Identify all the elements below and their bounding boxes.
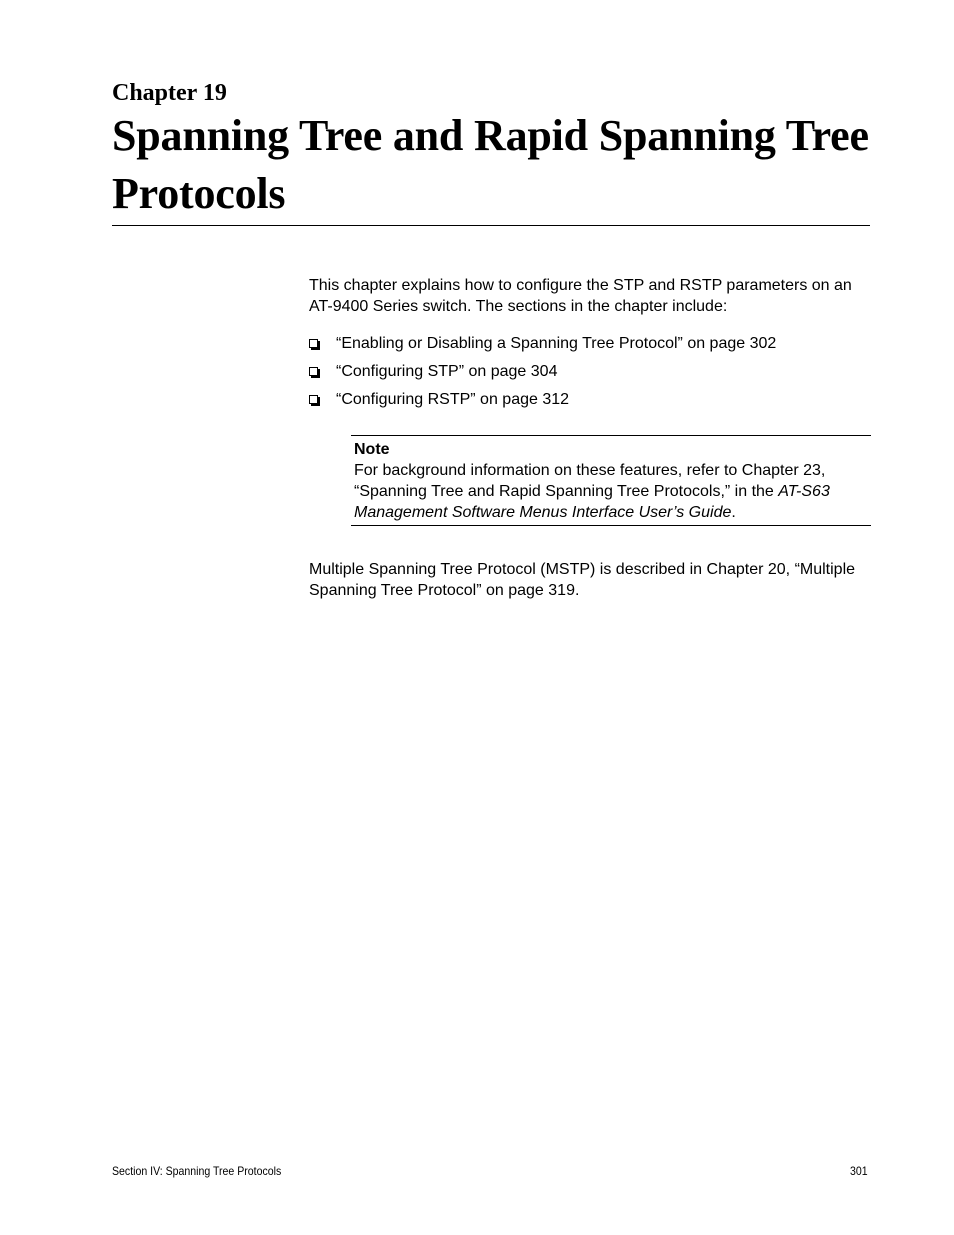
note-heading: Note [354,441,390,458]
section-link-configuring-rstp[interactable] [309,389,874,417]
note-box [351,435,871,526]
note-body [354,460,871,523]
checkbox-bullet-icon [309,395,318,404]
section-link-enabling-disabling[interactable] [309,333,874,361]
intro-paragraph: This chapter explains how to configure the STP and RSTP parameters on an AT-9400 Series switch. The sections in the chapter include: [309,277,852,315]
section-link-label[interactable]: “Enabling or Disabling a Spanning Tree Protocol” on page 302 [336,335,777,352]
guide-reference: AT-S63 Management Software Menus Interface User’s Guide [354,483,830,521]
checkbox-bullet-icon [309,367,318,376]
footer-page-number: 301 [850,1164,868,1178]
section-list [309,333,874,417]
chapter-title: Spanning Tree and Rapid Spanning Tree Protocols [112,111,869,218]
footer-section-title: Section IV: Spanning Tree Protocols [112,1164,282,1178]
checkbox-bullet-icon [309,339,318,348]
section-link-configuring-stp[interactable] [309,361,874,389]
section-link-label[interactable]: “Configuring STP” on page 304 [336,363,558,380]
note-text-end: . [731,504,736,521]
mstp-paragraph: Multiple Spanning Tree Protocol (MSTP) is described in Chapter 20, “Multiple Spanning Tree Protocol” on page 319. [309,561,856,599]
chapter-label: Chapter 19 [112,80,227,106]
note-text: For background information on these features, refer to Chapter 23, “Spanning Tree and Rapid Spanning Tree Protocols,” in the [354,462,826,500]
title-divider [112,225,870,226]
section-link-label[interactable]: “Configuring RSTP” on page 312 [336,391,570,408]
